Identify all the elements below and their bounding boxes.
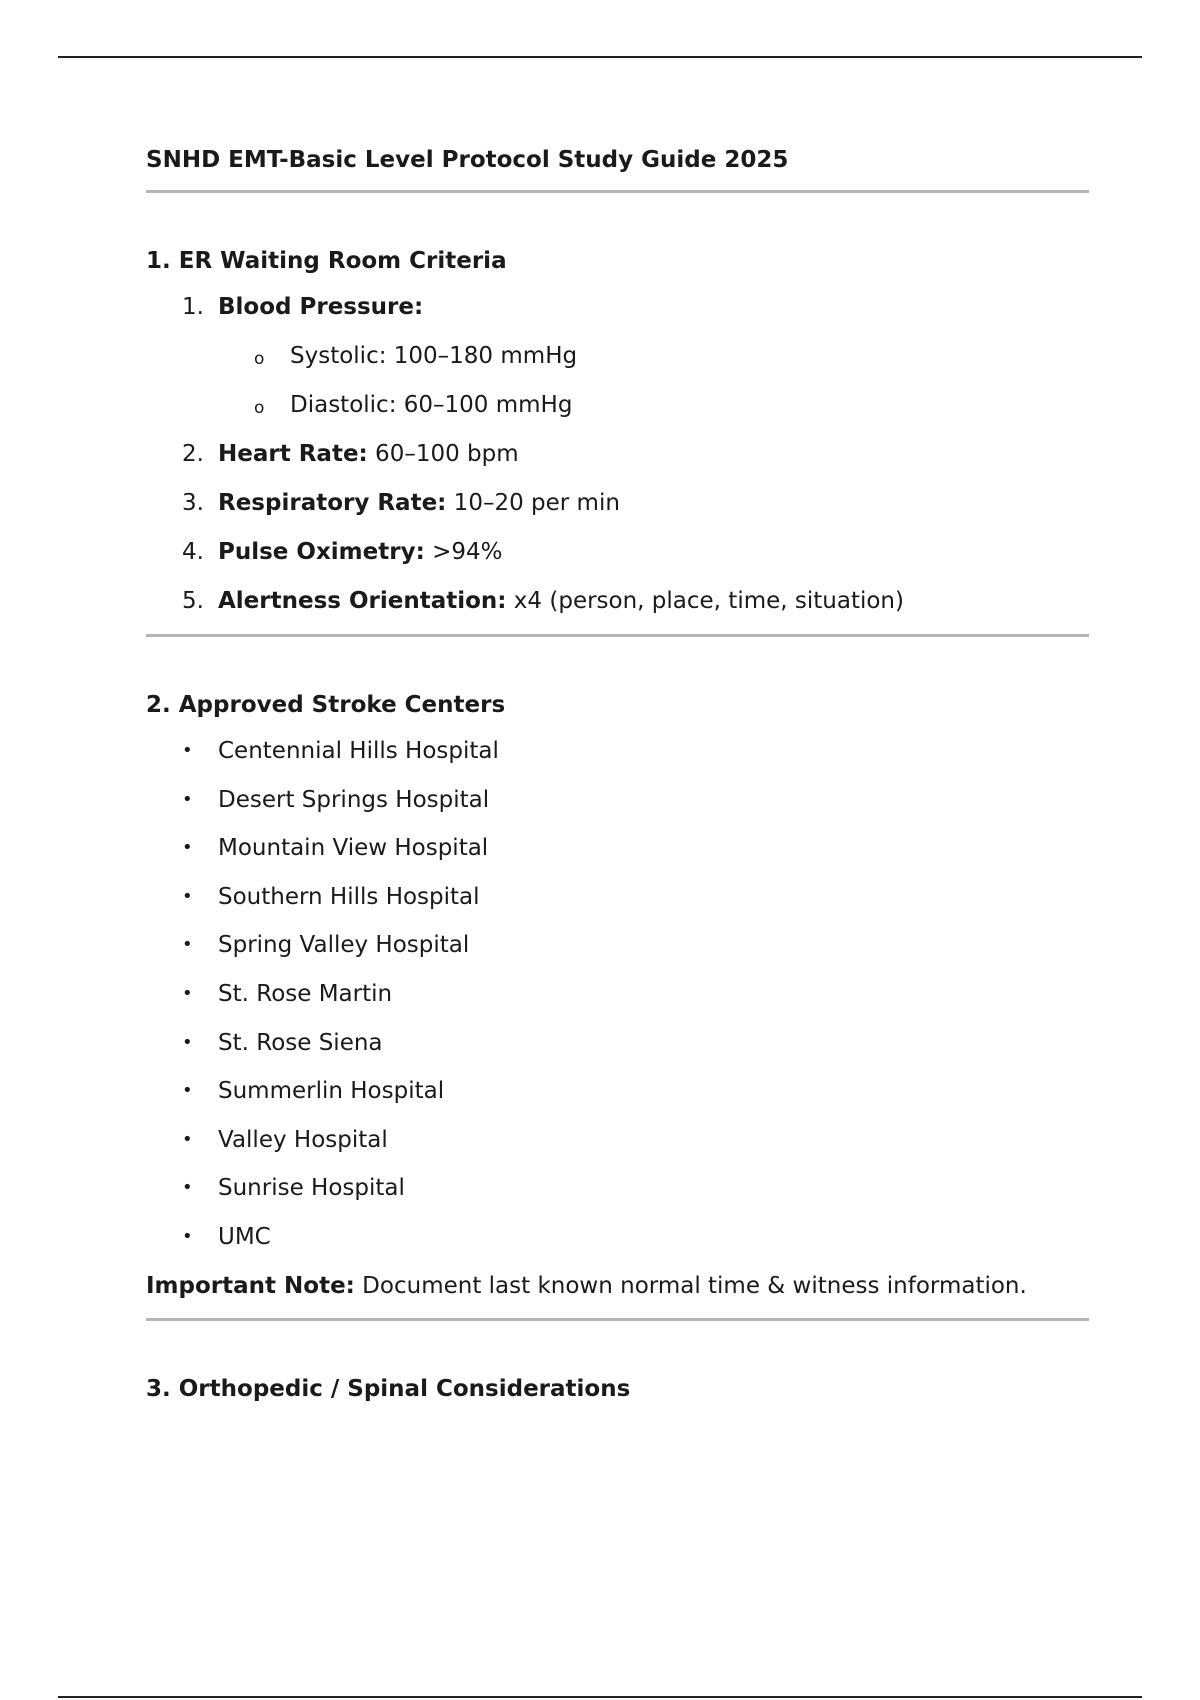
criteria-label: Pulse Oximetry: [218, 539, 425, 565]
hospital-name: Southern Hills Hospital [218, 883, 480, 910]
criteria-label: Heart Rate: [218, 441, 368, 467]
list-item [146, 577, 1089, 626]
list-number: 2. [182, 441, 204, 467]
bullet-icon: • [182, 1177, 193, 1199]
criteria-value: x4 (person, place, time, situation) [506, 588, 904, 614]
list-item [146, 1213, 1089, 1262]
stroke-centers-list [146, 727, 1089, 1262]
hospital-name: UMC [218, 1223, 271, 1250]
blood-pressure-sublist [146, 332, 1089, 430]
bullet-icon: • [182, 788, 193, 810]
list-item [146, 1164, 1089, 1213]
bullet-icon: • [182, 934, 193, 956]
bullet-icon: • [182, 740, 193, 761]
list-item [146, 970, 1089, 1019]
hospital-name: St. Rose Siena [218, 1029, 383, 1056]
section-heading-orthopedic: 3. Orthopedic / Spinal Considerations [146, 1375, 631, 1402]
list-item [146, 776, 1089, 825]
hospital-name: Sunrise Hospital [218, 1175, 405, 1202]
list-item [146, 727, 1089, 776]
list-number: 5. [182, 588, 204, 614]
criteria-label: Alertness Orientation: [218, 588, 507, 614]
document-body [146, 138, 1089, 1411]
list-item [146, 1067, 1089, 1116]
criteria-value: 10–20 per min [446, 490, 620, 516]
criteria-value: 60–100 bpm [367, 441, 519, 467]
section-heading-stroke-centers: 2. Approved Stroke Centers [146, 692, 506, 718]
list-item [146, 1019, 1089, 1068]
list-item [146, 479, 1089, 528]
bullet-icon: • [182, 837, 193, 859]
document-title: SNHD EMT-Basic Level Protocol Study Guide 2025 [146, 147, 789, 173]
criteria-value: >94% [424, 539, 503, 565]
hospital-name: Summerlin Hospital [218, 1078, 445, 1105]
criteria-label: Blood Pressure: [218, 294, 424, 320]
hospital-name: St. Rose Martin [218, 980, 393, 1007]
bullet-icon: • [182, 1031, 193, 1053]
list-item [146, 283, 1089, 332]
sub-bullet: o [254, 349, 265, 369]
page-top-rule [58, 56, 1142, 58]
criteria-label: Respiratory Rate: [218, 490, 447, 516]
er-criteria-list [146, 283, 1089, 626]
list-number: 4. [182, 539, 204, 565]
note-label: Important Note: [146, 1272, 355, 1299]
list-item [146, 332, 1089, 381]
hospital-name: Mountain View Hospital [218, 835, 489, 862]
criteria-value: Systolic: 100–180 mmHg [290, 343, 578, 369]
criteria-value: Diastolic: 60–100 mmHg [290, 392, 573, 418]
sub-bullet: o [254, 398, 265, 418]
list-item [146, 921, 1089, 970]
list-item [146, 430, 1089, 479]
list-number: 3. [182, 490, 204, 516]
bullet-icon: • [182, 1080, 193, 1102]
hospital-name: Centennial Hills Hospital [218, 738, 499, 764]
section-heading-er-waiting-room: 1. ER Waiting Room Criteria [146, 248, 507, 274]
hospital-name: Desert Springs Hospital [218, 786, 490, 813]
list-item [146, 528, 1089, 577]
page-bottom-rule [58, 1696, 1142, 1698]
list-item [146, 1116, 1089, 1165]
bullet-icon: • [182, 885, 193, 907]
bullet-icon: • [182, 982, 193, 1004]
list-number: 1. [182, 294, 204, 320]
hospital-name: Spring Valley Hospital [218, 932, 470, 959]
list-item [146, 824, 1089, 873]
important-note [146, 1262, 1089, 1310]
bullet-icon: • [182, 1225, 193, 1247]
bullet-icon: • [182, 1128, 193, 1150]
hospital-name: Valley Hospital [218, 1126, 388, 1153]
list-item [146, 873, 1089, 922]
list-item [146, 381, 1089, 430]
note-text: Document last known normal time & witness information. [354, 1272, 1027, 1299]
